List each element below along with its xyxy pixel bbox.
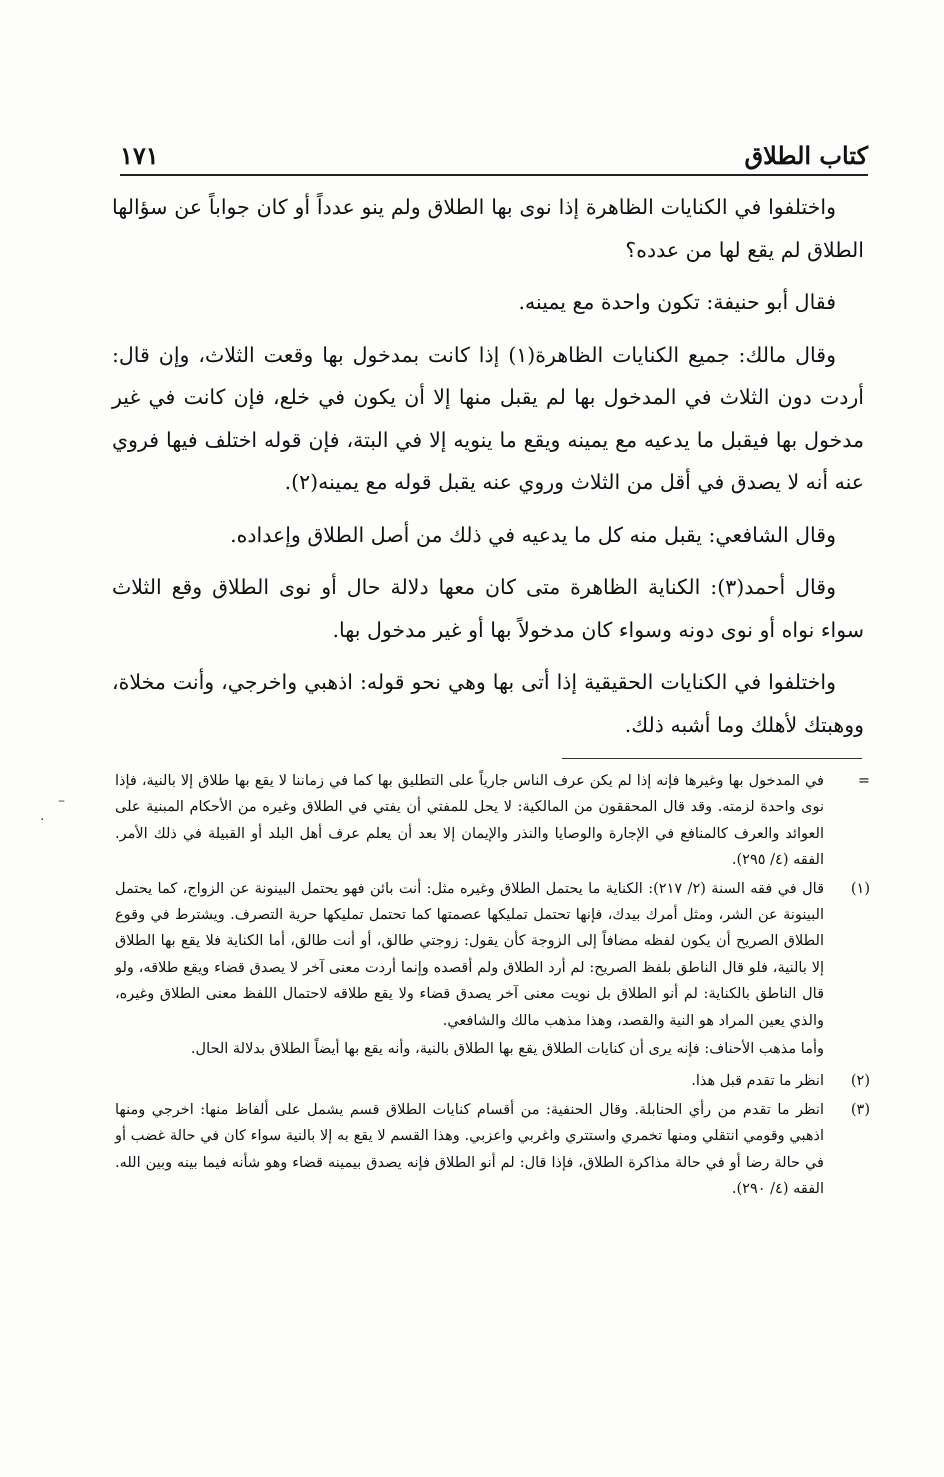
chapter-title: كتاب الطلاق: [744, 141, 868, 170]
margin-dot: ·: [40, 812, 45, 828]
footnote-text: انظر ما تقدم من رأي الحنابلة. وقال الحنفية: من أقسام كنايات الطلاق قسم يشمل على ألفاظ منها: اخرجي ومنها اذهبي وقومي انتقلي ومنها تخمري واستتري واغربي واعزبي. وهذا القسم لا يقع به إلا بالنية سواء كان في حالة غضب أو في حالة رضا أو في حالة مذاكرة الطلاق، فإذا قال: لم أنو الطلاق فإنه يصدق بيمينه قضاء وهو شأنه فيما بينه وبين الله. الفقه (٤/ ٢٩٠).: [115, 1101, 824, 1198]
margin-dash: –: [58, 793, 65, 809]
footnote-mark: =: [857, 773, 870, 789]
footnote-text: في المدخول بها وغيرها فإنه إذا لم يكن عرف الناس جارياً على التطليق بها كما في زماننا لا يقع بها طلاق إلا بالنية، فإذا نوى واحدة لزمته. وقد قال المحققون من المالكية: لا يحل للمفتي أن يفتي في الطلاق وغيره من الأحكام المبنية على العوائد والعرف كالمنافع في الإجارة والوصايا والنذر والإيمان إلا بعد أن يعلم عرف أهل البلد أو القبيلة في ذلك الأمر. الفقه (٤/ ٢٩٥).: [115, 773, 824, 869]
paragraph: وقال مالك: جميع الكنايات الظاهرة(١) إذا كانت بمدخول بها وقعت الثلاث، وإن قال: أردت دون الثلاث في المدخول بها لم يقبل منها إلا أن يكون في خلع، فإن كانت في غير مدخول بها فيقبل ما يدعيه مع يمينه ويقع ما ينويه إلا في البتة، فإن قوله اختلف فيها فروي عنه أنه لا يصدق في أقل من الثلاث وروي عنه يقبل قوله مع يمينه(٢).: [112, 342, 864, 494]
running-header: [120, 138, 868, 176]
footnote-3: [115, 1097, 870, 1203]
footnote-text: قال في فقه السنة (٢/ ٢١٧): الكناية ما يحتمل الطلاق وغيره مثل: أنت بائن فهو يحتمل البينونة عن الزواج، كما يحتمل البينونة عن الشر، ومثل أمرك بيدك، فإنها تحتمل تمليكها عصمتها كما تحتمل تمليكها حرية التصرف. ويشترط في وقوع الطلاق الصريح أن يكون لفظه مضافاً إلى الزوجة كأن يقول: زوجتي طالق، أو أنت طالق، أما الكناية فلا يقع بها الطلاق إلا بالنية، فلو قال الناطق بلفظ الصريح: لم أرد الطلاق ولم أقصده وإنما أردت معنى آخر لا يصدق قضاء ويقع طلاقه، ولو قال الناطق بالكناية: لم أنو الطلاق بل نويت معنى آخر يصدق قضاء ولا يقع طلاقه لاحتمال اللفظ معنى الطلاق وغيره، والذي يعين المراد هو النية والقصد، وهذا مذهب مالك والشافعي.: [115, 880, 824, 1029]
paragraph: واختلفوا في الكنايات الظاهرة إذا نوى بها الطلاق ولم ينو عدداً أو كان جواباً عن سؤالها الطلاق لم يقع لها من عدده؟: [112, 195, 864, 262]
footnote-separator: [562, 758, 862, 759]
paragraph: وقال الشافعي: يقبل منه كل ما يدعيه في ذلك من أصل الطلاق وإعداده.: [230, 522, 836, 547]
footnote-1: [115, 876, 870, 1034]
footnote-text: انظر ما تقدم قبل هذا.: [691, 1073, 824, 1090]
main-text: [112, 186, 864, 756]
footnote-continuation: [115, 768, 870, 874]
footnote-2: [115, 1068, 870, 1094]
footnote-mark: (١): [850, 880, 870, 897]
paragraph: وقال أحمد(٣): الكناية الظاهرة متى كان معها دلالة حال أو نوى الطلاق وقع الثلاث سواء نواه أو نوى دونه وسواء كان مدخولاً بها أو غير مدخول بها.: [112, 575, 864, 642]
page-number: ١٧١: [120, 141, 159, 170]
footnote-1-extra: وأما مذهب الأحناف: فإنه يرى أن كنايات الطلاق يقع بها الطلاق بالنية، وأنه يقع بها أيضاً الطلاق بدلالة الحال.: [190, 1041, 824, 1058]
footnote-mark: (٢): [850, 1073, 870, 1090]
paragraph: فقال أبو حنيفة: تكون واحدة مع يمينه.: [518, 290, 836, 314]
footnote-mark: (٣): [850, 1101, 870, 1118]
paragraph: واختلفوا في الكنايات الحقيقية إذا أتى بها وهي نحو قوله: اذهبي واخرجي، وأنت مخلاة، ووهبتك لأهلك وما أشبه ذلك.: [112, 670, 864, 737]
footnotes: [115, 768, 870, 1205]
